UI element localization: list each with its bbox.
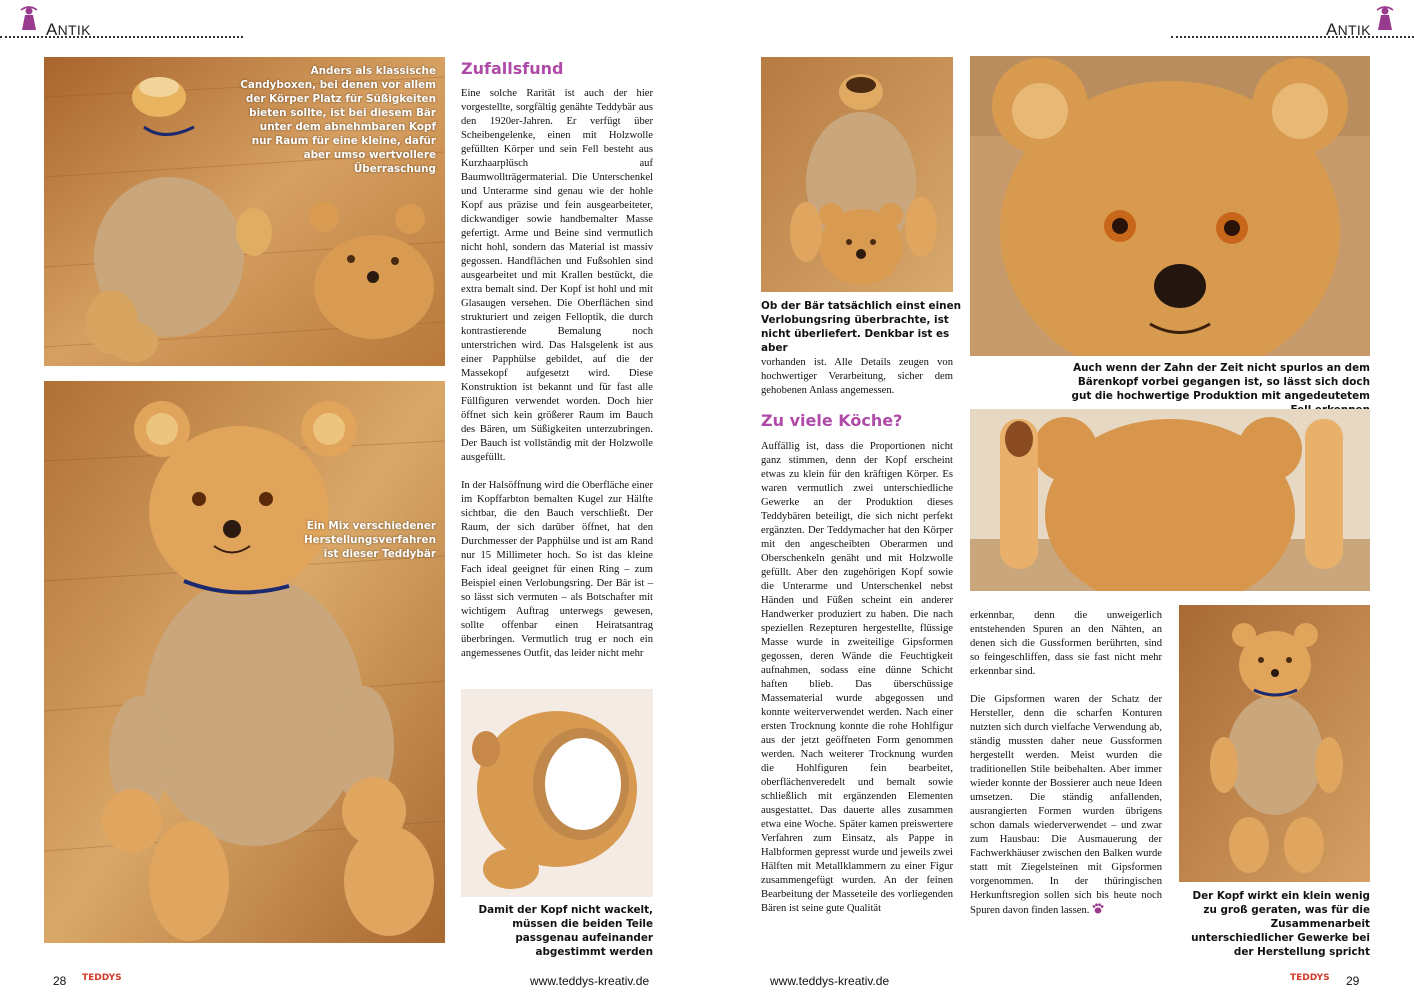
- magazine-logo: TEDDYS: [1290, 973, 1330, 983]
- caption-small-bear: Der Kopf wirkt ein klein wenig zu groß geraten, was für die Zusammenarbeit unterschiedlicher Gewerke bei der Herstellung spricht: [1191, 890, 1370, 958]
- header-rule-left: [0, 36, 243, 38]
- photo-bear-back-of-head: [970, 409, 1370, 591]
- header-rule-right: [1171, 36, 1414, 38]
- paragraph: Eine solche Rarität ist auch der hier vorgestellte, sorgfältig genähte Teddybär aus den 1920er-Jahren. Er verfügt über Scheibengelenke, einen mit Holzwolle gefüllten Körper und sein Fell besteht aus Kurzhaarplüsch auf Baumwollträgermaterial. Die Unterschenkel und Unterarme sind genau wie der hohle Kopf aus präzise und fein ausgearbeiteter, dickwandiger sowie handbemalter Masse gefertigt. Arme und Beine sind vermutlich nicht hohl, sondern das Material ist massiv gegossen. Handflächen und Fußsohlen sind ausgearbeitet und mit Krallen bestückt, die extra bemalt sind. Der Kopf ist hohl und mit Glasaugen versehen. Die Oberflächen sind strukturiert und zeigen Felloptik, die durch kontrastierende Bemalung noch unterstrichen wird. Das Halsgelenk ist aus einer Papphülse gebildet, auf die der Massekopf aufgesetzt wird. Diese Konstruktion ist bekannt und für fast alle Füllfiguren verwendet worden. Doch hier öffnet sich kein größerer Raum im Bauch des Bären, um Süßigkeiten unterzubringen. Der Bauch ist vollständig mit der Holzwolle ausgefüllt.: [461, 88, 653, 463]
- caption-mix-methods: Ein Mix verschiedener Herstellungsverfahren ist dieser Teddybär: [303, 520, 436, 560]
- body-column-right-1: [761, 440, 953, 930]
- heading-zufallsfund: Zufallsfund: [461, 59, 564, 78]
- lady-silhouette-icon: [1374, 6, 1396, 32]
- caption-bear-face: Auch wenn der Zahn der Zeit nicht spurlos an dem Bärenkopf vorbei gegangen ist, so lässt sich doch gut die hochwertige Produktion mit angedeutetem: [1071, 362, 1370, 402]
- paragraph: vorhanden ist. Alle Details zeugen von hochwertiger Verarbeitung, sicher dem gehobenen Anlass angemessen.: [761, 357, 953, 396]
- body-column-left: [461, 87, 653, 675]
- photo-full-teddy-bear: [44, 381, 445, 943]
- paragraph: Auffällig ist, dass die Proportionen nicht ganz stimmen, denn der Kopf erscheint etwas zu klein für den kräftigen Körper. Es waren vermutlich zwei unterschiedliche Gewerke an der Produktion dieses Teddybären beteiligt, die sich nicht perfekt ergänzten. Der Teddymacher hat den Körper mit den angescheibten Oberarmen und Oberschenkeln genäht und mit Holzwolle gefüllt. Aber den zugehörigen Kopf sowie die Unterarme und Unterschenkel nebst Händen und Füßen scheint ein anderer Handwerker produziert zu haben. Die nach speziellen Rezepturen hergestellte, flüssige Masse wurde in zweiteilige Gipsformen gegossen, deren Wände die Feuchtigkeit aufnahmen, sodass eine dünne Schicht haften blieb. Das überschüssige Massematerial wurde abgegossen und konnte weiterverwendet werden. Nach einer ersten Trocknung konnte die rohe Hohlfigur aus der jetzt geöffneten Form genommen werden. Nach weiterer Trocknung wurden die Hohlfiguren fein bearbeitet, oberflächenveredelt und bemalt sowie schließlich mit ergänzenden Elementen ausgestattet. Das dauerte alles zusammen etwa eine Woche. Später kamen preiswertere Verfahren zum Einsatz, als Pappe in Halbformen gepresst wurde und jeweils zwei Hälften mit Metallklammern zu einer Figur zusammengefügt wurden. An der feinen Bearbeitung der Masseteile des vorliegenden Bären ist seine gute Qualität: [761, 441, 953, 914]
- caption-hollow-head: Damit der Kopf nicht wackelt, müssen die beiden Teile passgenau aufeinander abgestimmt werden: [478, 904, 653, 958]
- paw-icon: [1092, 903, 1104, 914]
- body-continuation: [761, 356, 953, 412]
- footer-url-right[interactable]: www.teddys-kreativ.de: [770, 974, 890, 988]
- footer-url-left[interactable]: www.teddys-kreativ.de: [530, 974, 650, 988]
- paragraph: In der Halsöffnung wird die Oberfläche einer im Kopffarbton bemalten Kugel zur Hälfte sichtbar, die den Bauch verschließt. Der Raum, der sich darüber öffnet, hat den Durchmesser der Papphülse und ist am Rand nur 15 Millimeter hoch. So ist das kleine Fach ideal geeignet für einen Ring – zum Beispiel einen Verlobungsring. Der Bär ist – so lässt sich vermuten – als Botschafter mit wichtigem Auftrag unterwegs gewesen, sollte offenbar einen Heiratsantrag überbringen. Vermutlich trug er noch ein angemessenes Outfit, das leider nicht mehr: [461, 480, 653, 659]
- photo-ring-compartment: [761, 57, 953, 292]
- lady-silhouette-icon: [18, 6, 40, 32]
- body-column-right-2: [970, 609, 1162, 932]
- page-number-right: 29: [1346, 974, 1360, 988]
- photo-bear-face-closeup: [970, 56, 1370, 356]
- caption-ring: Ob der Bär tatsächlich einst einen Verlobungsring überbrachte, ist nicht überliefert. Denkbar ist es aber: [761, 300, 962, 354]
- section-label-right: ANTIK: [1326, 20, 1371, 39]
- photo-small-bear: [1179, 605, 1370, 882]
- magazine-logo: TEDDYS: [82, 973, 122, 983]
- photo-hollow-head: [461, 689, 653, 897]
- page-number-left: 28: [53, 974, 67, 988]
- heading-zu-viele-koeche: Zu viele Köche?: [761, 411, 903, 430]
- caption-candybox: Anders als klassische Candyboxen, bei denen vor allem der Körper Platz für Süßigkeiten bieten sollte, ist bei diesem Bär unter dem abnehmbaren Kopf nur Raum für eine kleine, dafür aber umso wertvollere Überraschung: [240, 65, 436, 175]
- paragraph: Die Gipsformen waren der Schatz der Hersteller, denn die scharfen Konturen nutzten sich durch vielfache Verwendung ab, ständig mussten daher neue Gussformen hergestellt werden. Meist wurden die traditionellen Stile beibehalten. Aber immer wieder konnte der Bossierer auch neue Ideen umsetzen. Die ständig anfallenden, ausrangierten Formen wurden übrigens schon damals wiederverwendet – und zwar zum Hausbau: Die Ausmauerung der Fachwerkhäuser zwischen den Balken wurde statt mit Ziegelsteinen mit Gipsformen vorgenommen. In der thüringischen Herkunftsregion sollen sich bis heute noch Spuren davon finden lassen.: [970, 694, 1162, 916]
- paragraph: erkennbar, denn die unweigerlich entstehenden Spuren an den Nähten, an denen sich die Gussformen berührten, sind so feingeschliffen, dass sie fast nicht mehr erkennbar sind.: [970, 610, 1162, 677]
- section-label-left: ANTIK: [46, 20, 91, 39]
